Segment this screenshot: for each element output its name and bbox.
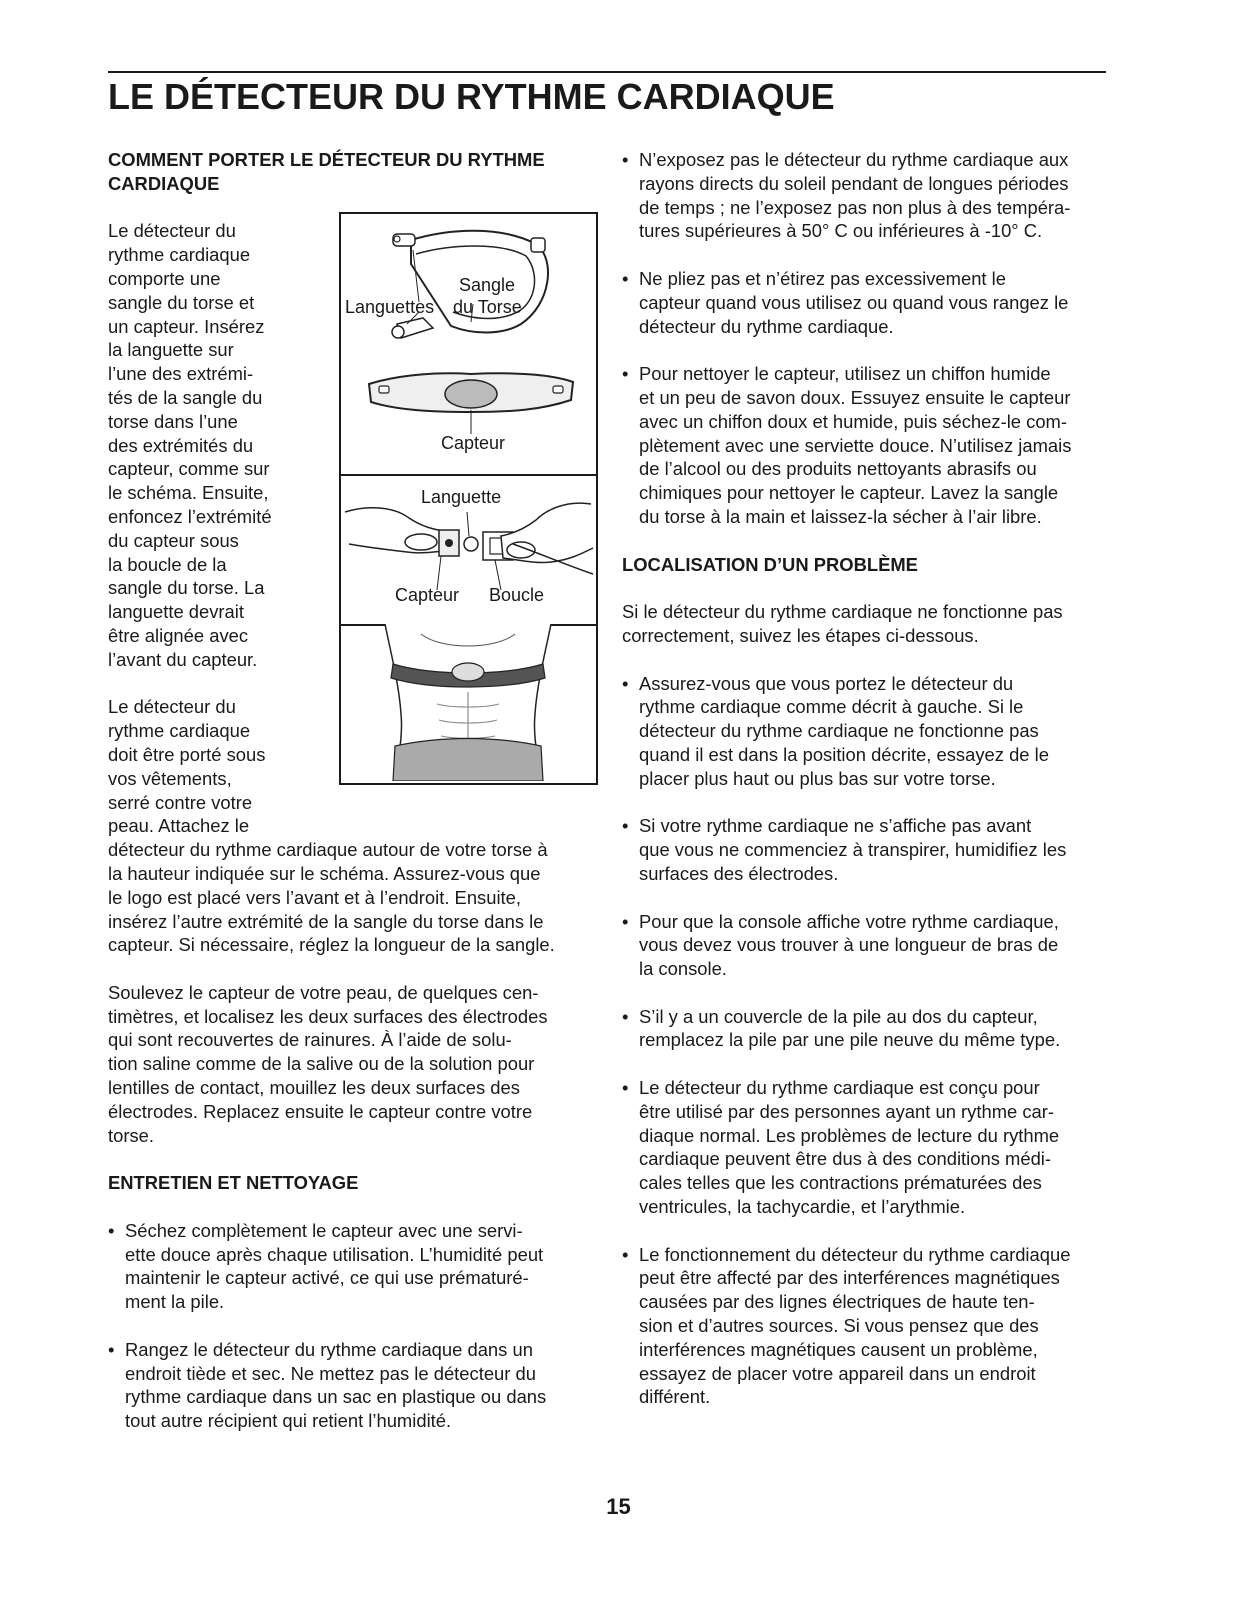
- page-title: LE DÉTECTEUR DU RYTHME CARDIAQUE: [108, 76, 835, 117]
- label-sangle-line1: Sangle: [459, 275, 516, 296]
- bullet-dot: •: [108, 1219, 115, 1241]
- list-item: • N’exposez pas le détecteur du rythme cardiaque aux rayons directs du soleil pendant de longues périodes de temps ; ne l’exposez pas non plus à des tempéra- tures supérieures à 50° C ou inférieures à -10° C.: [622, 149, 1071, 242]
- list-item: • Rangez le détecteur du rythme cardiaque dans un endroit tiède et sec. Ne mettez pas le détecteur du rythme cardiaque dans un sac en plastique ou dans tout autre récipient qui retient l’humidité.: [108, 1338, 547, 1432]
- list-item: • Pour nettoyer le capteur, utilisez un chiffon humide et un peu de savon doux. Essuyez ensuite le capteur avec un chiffon doux et humide, puis séchez-le com- plètement avec une serviette douce. N’utilisez jamais de l’alcool ou des produits nettoyants abrasifs ou chimiques pour nettoyer le capteur. Lavez la sangle du torse à la main et laissez-la sécher à l’air libre.: [622, 363, 1072, 527]
- list-item: • Le fonctionnement du détecteur du rythme cardiaque peut être affecté par des interférences magnétiques causées par des lignes électriques de haute ten- sion et d’autres sources. Si vous pensez que des interférences magnétiques causent un problème, essayez de placer votre appareil dans un endroit différent.: [622, 1243, 1071, 1408]
- section-heading-wear: COMMENT PORTER LE DÉTECTEUR DU RYTHME CARDIAQUE: [108, 149, 545, 194]
- chest-strap-figure: [339, 212, 598, 785]
- figure-panel-torso: [341, 624, 596, 783]
- bullet-dot: •: [622, 267, 629, 289]
- list-item: • S’il y a un couvercle de la pile au dos du capteur, remplacez la pile par une pile neuve du même type.: [622, 1005, 1061, 1051]
- torso-wearing-strap-drawing: [341, 624, 596, 781]
- bullet-dot: •: [622, 1005, 629, 1027]
- label-sangle-line2: du Torse: [453, 297, 522, 318]
- bullet-dot: •: [622, 363, 629, 385]
- list-item: • Ne pliez pas et n’étirez pas excessivement le capteur quand vous utilisez ou quand vous rangez le détecteur du rythme cardiaque.: [622, 267, 1069, 337]
- bullet-dot: •: [622, 910, 629, 932]
- bullet-dot: •: [622, 672, 629, 694]
- intro-paragraph: Le détecteur du rythme cardiaque comporte une sangle du torse et un capteur. Insérez la languette sur l’une des extrémi- tés de la sangle du torse dans l’une des extrémités du capteur, comme sur le schéma. Ensuite, enfoncez l’extrémité du capteur sous la boucle de la sangle du torse. La languette devrait être alignée avec l’avant du capteur.: [108, 220, 272, 670]
- bullet-dot: •: [622, 1243, 629, 1265]
- list-item: • Pour que la console affiche votre rythme cardiaque, vous devez vous trouver à une longueur de bras de la console.: [622, 910, 1059, 980]
- wear-paragraph: Le détecteur du rythme cardiaque doit être porté sous vos vêtements, serré contre votre peau. Attachez le détecteur du rythme cardiaque autour de votre torse à la hauteur indiquée sur le schéma. Assurez-vous que le logo est placé vers l’avant et à l’endroit. Ensuite, insérez l’autre extrémité de la sangle du torse dans le capteur. Si nécessaire, réglez la longueur de la sangle.: [108, 696, 555, 956]
- label-capteur-top: Capteur: [441, 433, 506, 454]
- section-heading-troubleshooting: LOCALISATION D’UN PROBLÈME: [622, 553, 918, 575]
- list-item: • Assurez-vous que vous portez le détecteur du rythme cardiaque comme décrit à gauche. Si le détecteur du rythme cardiaque ne fonctionne pas quand il est dans la position décrite, essayez de le placer plus haut ou plus bas sur votre torse.: [622, 672, 1049, 789]
- page-number: 15: [606, 1494, 631, 1519]
- bullet-dot: •: [622, 149, 629, 170]
- lift-paragraph: Soulevez le capteur de votre peau, de quelques cen- timètres, et localisez les deux surfaces des électrodes qui sont recouvertes de rainures. À l’aide de solu- tion saline comme de la salive ou de la solution pour lentilles de contact, mouillez les deux surfaces des électrodes. Replacez ensuite le capteur contre votre torse.: [108, 981, 548, 1146]
- title-rule: [108, 71, 1106, 73]
- bullet-dot: •: [622, 1077, 629, 1099]
- list-item: • Le détecteur du rythme cardiaque est conçu pour être utilisé par des personnes ayant un rythme car- diaque normal. Les problèmes de lecture du rythme cardiaque peuvent être dus à des conditions médi- cales telles que les contractions prématurées des ventricules, la tachycardie, et l’arythmie.: [622, 1077, 1060, 1218]
- right-column: [622, 148, 1112, 1409]
- label-languettes: Languettes: [345, 297, 435, 318]
- list-item: • Si votre rythme cardiaque ne s’affiche pas avant que vous ne commenciez à transpirer, humidifiez les surfaces des électrodes.: [622, 815, 1067, 884]
- bullet-dot: •: [108, 1338, 115, 1360]
- figure-panel-clip: [341, 474, 596, 626]
- label-boucle: Boucle: [489, 585, 545, 606]
- left-column: [108, 148, 598, 1433]
- bullet-dot: •: [622, 815, 629, 837]
- figure-panel-strap: [341, 214, 596, 476]
- list-item: • Séchez complètement le capteur avec une servi- ette douce après chaque utilisation. L’humidité peut maintenir le capteur activé, ce qui use prématuré- ment la pile.: [108, 1219, 544, 1313]
- troubleshooting-intro: Si le détecteur du rythme cardiaque ne fonctionne pas correctement, suivez les étapes ci-dessous.: [622, 601, 1063, 646]
- label-capteur-bottom: Capteur: [395, 585, 460, 606]
- section-heading-care: ENTRETIEN ET NETTOYAGE: [108, 1172, 359, 1194]
- label-languette: Languette: [421, 487, 502, 508]
